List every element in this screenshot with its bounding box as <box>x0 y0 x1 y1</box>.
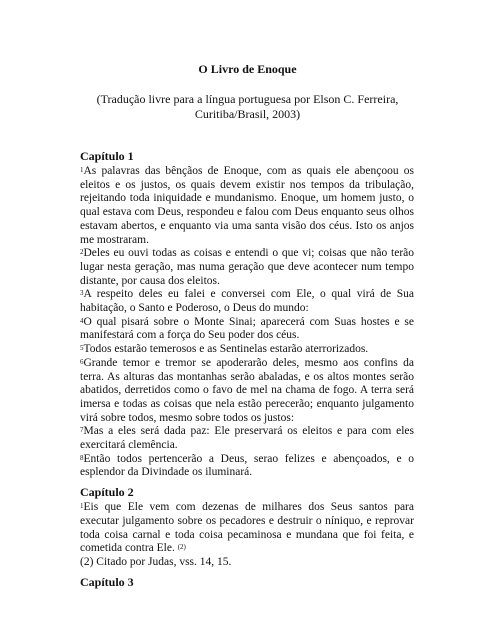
verse-text: Deles eu ouvi todas as coisas e entendi o que vi; coisas que não terão lugar nesta geração, mas numa geração que deve acontecer num tempo distante, por causa dos eleitos. <box>80 247 414 287</box>
footnote: (2) Citado por Judas, vss. 14, 15. <box>80 555 232 568</box>
verse <box>80 357 414 426</box>
chapter-heading: Capítulo 3 <box>80 574 134 589</box>
verse <box>80 425 414 452</box>
verse-number: 4 <box>80 316 84 325</box>
verse-number: 8 <box>80 453 84 462</box>
verse-text: Grande temor e tremor se apoderarão deles, mesmo aos confins da terra. As alturas das montanhas serão abaladas, e os altos montes serão abatidos, derretidos como o favo de mel na chama de fogo. A terra será imersa e todas as coisas que nela estão perecerão; enquanto julgamento virá sobre todos, mesmo sobre todos os justos: <box>80 356 414 424</box>
verse-text: Todos estarão temerosos e as Sentinelas estarão aterrorizados. <box>83 343 369 356</box>
verse-number: 7 <box>80 426 84 435</box>
verse-text: A respeito deles eu falei e conversei com Ele, o qual virá de Sua habitação, o Santo e Poderoso, o Deus do mundo: <box>80 288 414 315</box>
verse-text: Mas a eles será dada paz: Ele preservará os eleitos e para com eles exercitará clemência. <box>80 425 414 452</box>
verse <box>80 453 414 480</box>
document-title: O Livro de Enoque <box>198 62 297 76</box>
verse <box>80 501 414 556</box>
verse-number: 5 <box>80 344 84 353</box>
verse <box>80 247 414 288</box>
verse-number: 3 <box>80 289 84 298</box>
chapter-heading: Capítulo 1 <box>80 149 134 163</box>
verse-text: As palavras das bênçãos de Enoque, com as quais ele abençoou os eleitos e os justos, os quais devem existir nos tempos da tribulação, rejeitando toda iniquidade e mundanismo. Enoque, um homem justo, o qual estava com Deus, respondeu e falou com Deus enquanto seus olhos estavam abertos, e enquanto via uma santa visão dos céus. Isto os anjos me mostraram. <box>80 165 414 246</box>
chapter-heading: Capítulo 2 <box>80 485 134 500</box>
footnote-reference: (2) <box>177 543 186 552</box>
verse-number: 2 <box>80 248 84 257</box>
verse <box>80 316 414 343</box>
verse <box>80 288 414 315</box>
verse-text: Eis que Ele vem com dezenas de milhares dos Seus santos para executar julgamento sobre os pecadores e destruir o níniquo, e reprovar toda coisa carnal e toda coisa pecaminosa e mundana que foi feita, e cometida contra Ele. <box>80 501 414 555</box>
verse-text: O qual pisará sobre o Monte Sinai; aparecerá com Suas hostes e se manifestará com a força do Seu poder dos céus. <box>80 315 414 342</box>
verse-number: 1 <box>80 166 84 174</box>
verse-number: 1 <box>80 502 84 511</box>
verse <box>80 343 414 357</box>
verse <box>80 165 414 247</box>
verse-number: 6 <box>80 357 84 366</box>
verse-text: Então todos pertencerão a Deus, serao felizes e abençoados, e o esplendor da Divindade os iluminará. <box>80 452 414 479</box>
document-body <box>80 148 414 591</box>
document-subtitle: (Tradução livre para a língua portuguesa por Elson C. Ferreira, Curitiba/Brasil, 2003) <box>96 92 399 121</box>
